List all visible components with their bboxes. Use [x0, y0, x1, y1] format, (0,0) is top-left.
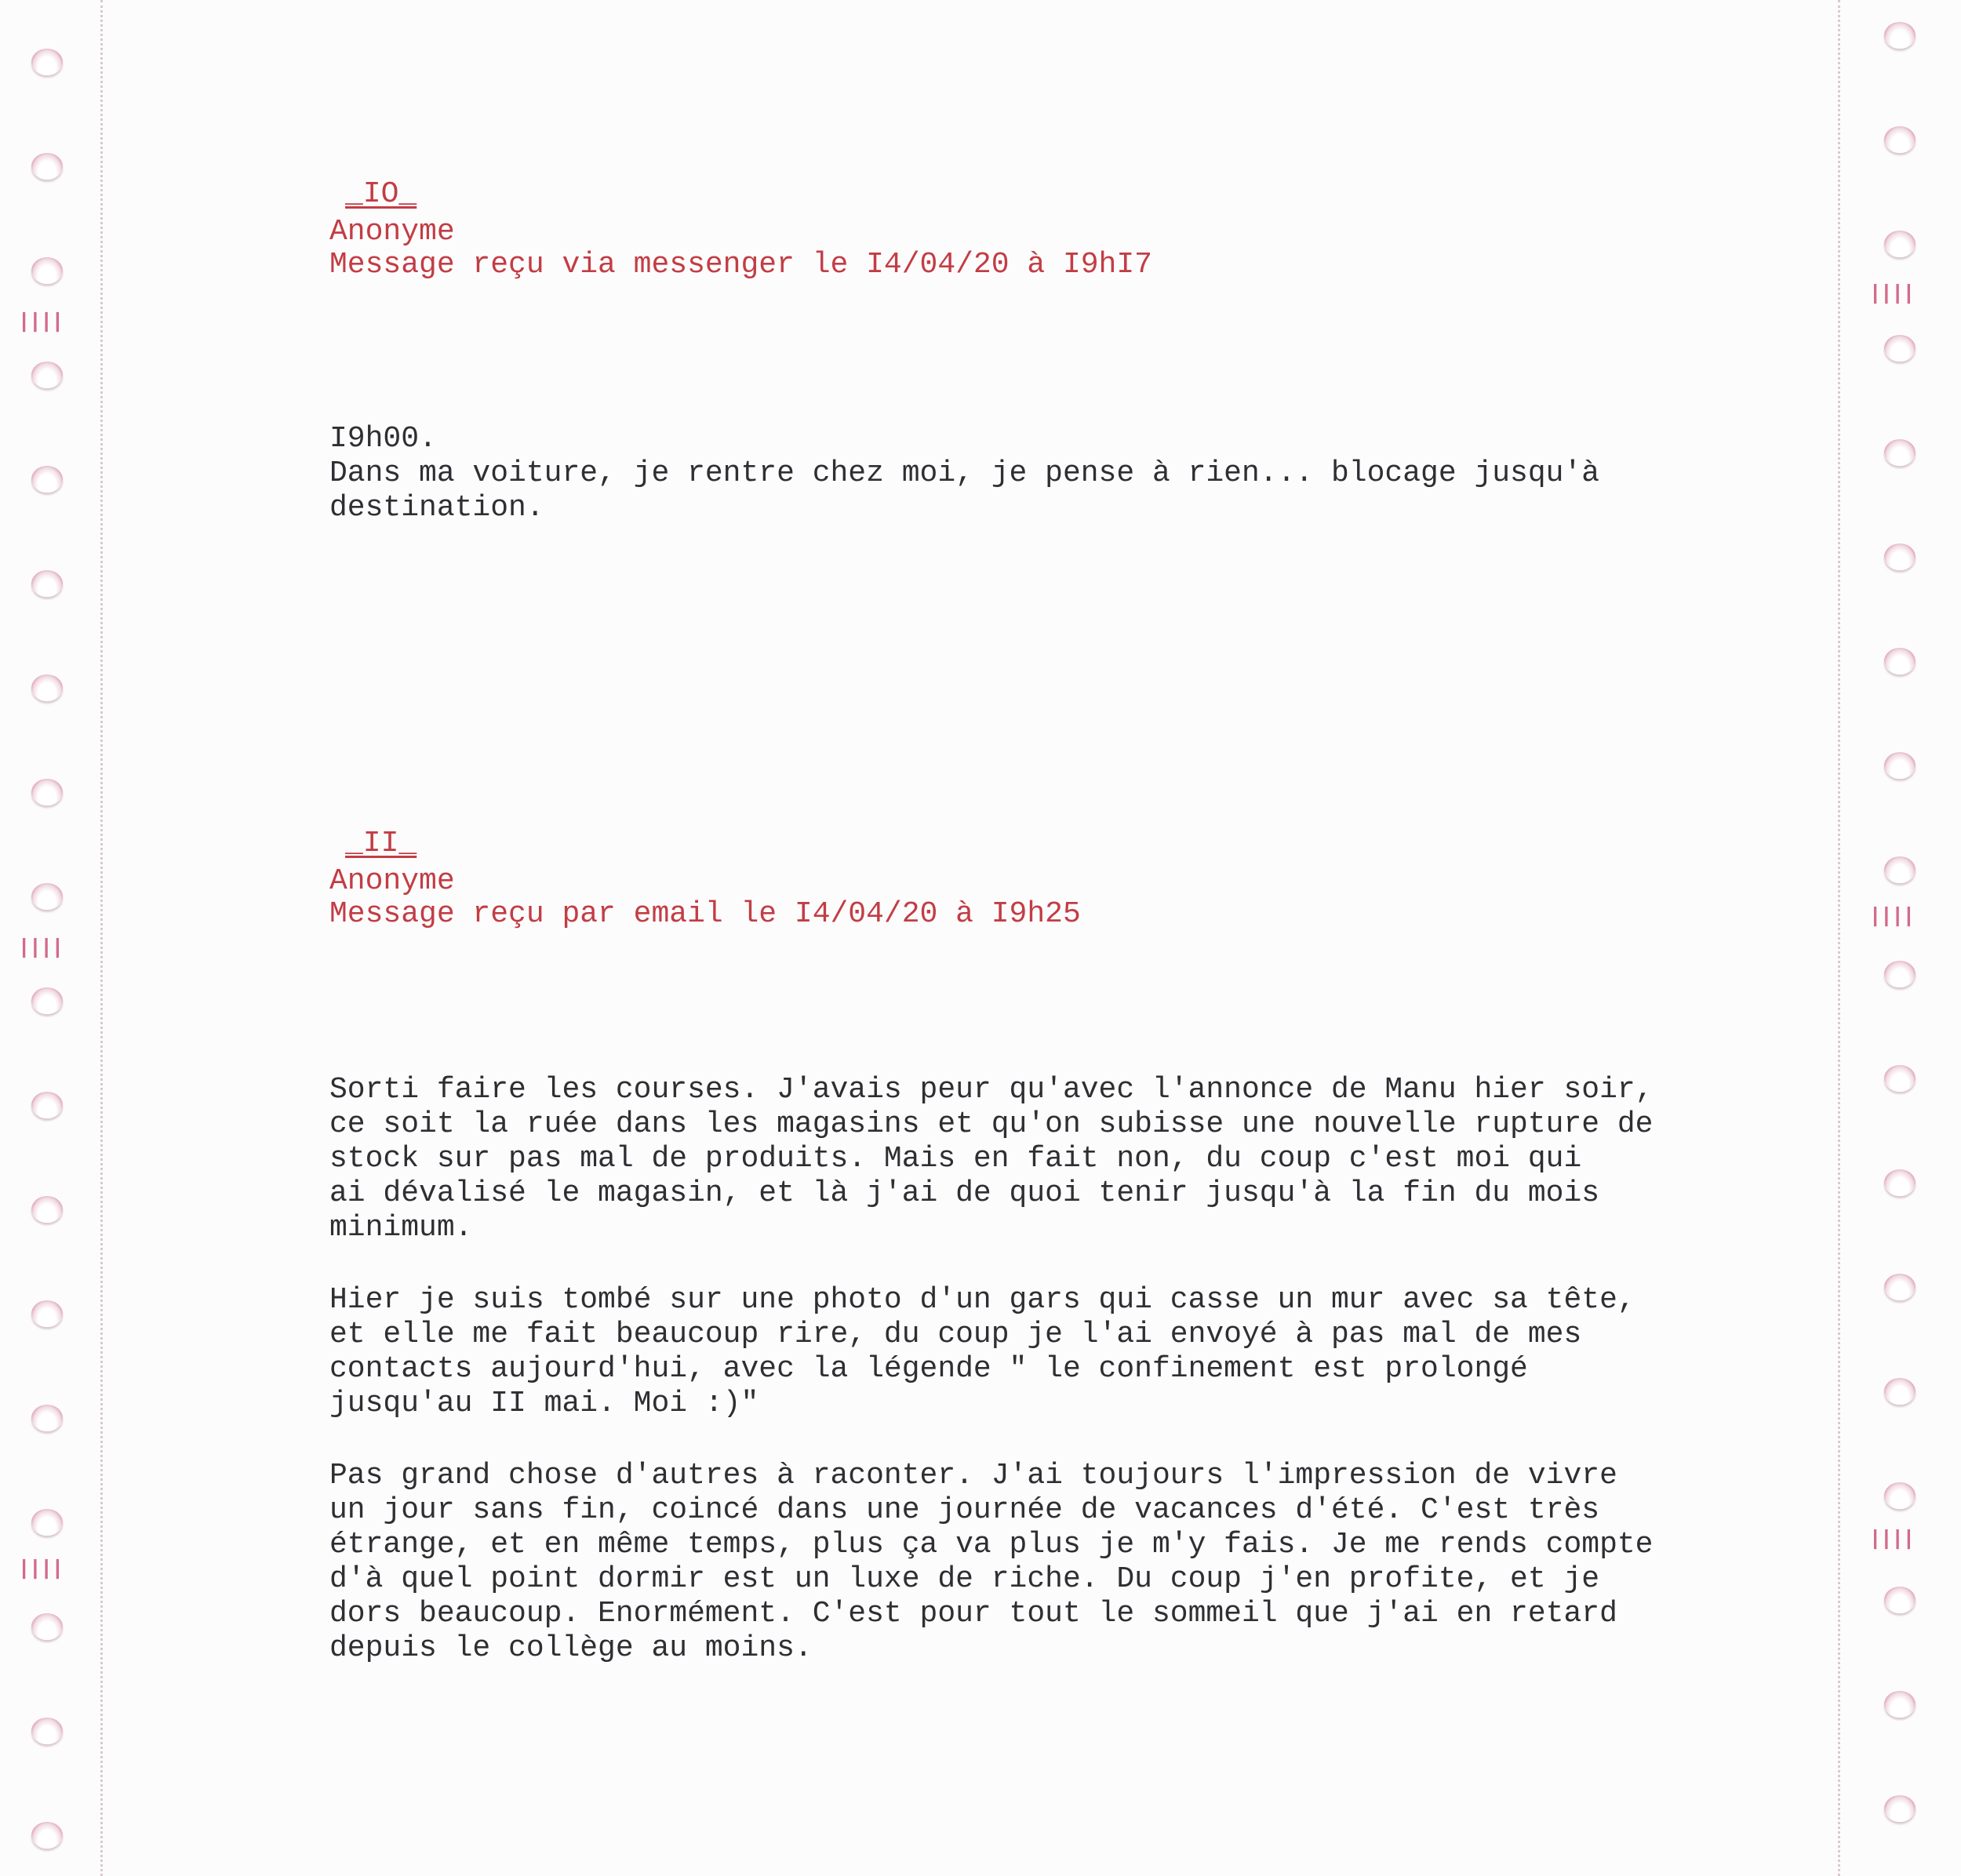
sprocket-hole: [1884, 231, 1916, 257]
sprocket-hole: [31, 49, 63, 75]
perforation-tick-marks: ❙❙❙❙: [19, 309, 64, 337]
sprocket-hole: [1884, 1587, 1916, 1613]
right-tractor-strip: [1851, 0, 1945, 1876]
entry-author: Anonyme: [329, 864, 455, 898]
perforation-tick-marks: ❙❙❙❙: [19, 1556, 64, 1584]
entry-body-line: et elle me fait beaucoup rire, du coup je l'ai envoyé à pas mal de mes: [329, 1318, 1582, 1351]
sprocket-hole: [31, 1613, 63, 1640]
sprocket-hole: [31, 987, 63, 1014]
sprocket-hole: [1884, 1065, 1916, 1092]
perforation-tick-marks: ❙❙❙❙: [1870, 281, 1915, 309]
sprocket-hole: [1884, 335, 1916, 362]
entry-body-line: dors beaucoup. Enormément. C'est pour tout le sommeil que j'ai en retard: [329, 1597, 1617, 1631]
entry-number: _II_: [345, 827, 417, 860]
entry-meta: Message reçu via messenger le I4/04/20 à I9hI7: [329, 248, 1152, 282]
sprocket-hole: [1884, 648, 1916, 674]
sprocket-hole: [31, 1405, 63, 1431]
entry-author: Anonyme: [329, 215, 455, 249]
sprocket-hole: [31, 257, 63, 284]
sprocket-hole: [1884, 1274, 1916, 1300]
entry-body-line: depuis le collège au moins.: [329, 1631, 813, 1665]
sprocket-hole: [31, 153, 63, 180]
sprocket-hole: [31, 674, 63, 701]
sprocket-hole: [1884, 961, 1916, 987]
sprocket-hole: [1884, 22, 1916, 49]
right-perforation-line: [1838, 0, 1840, 1876]
entry-body-line: destination.: [329, 491, 544, 525]
sprocket-hole: [1884, 1169, 1916, 1196]
sprocket-hole: [31, 1509, 63, 1536]
perforation-tick-marks: ❙❙❙❙: [1870, 1526, 1915, 1554]
sprocket-hole: [1884, 439, 1916, 466]
sprocket-hole: [31, 1718, 63, 1744]
entry-body-line: I9h00.: [329, 422, 437, 456]
entry-body-line: d'à quel point dormir est un luxe de riche. Du coup j'en profite, et je: [329, 1562, 1600, 1596]
sprocket-hole: [31, 1092, 63, 1118]
entry-meta: Message reçu par email le I4/04/20 à I9h25: [329, 897, 1081, 931]
sprocket-hole: [31, 883, 63, 910]
sprocket-hole: [1884, 856, 1916, 883]
left-perforation-line: [100, 0, 103, 1876]
entry-body-line: Dans ma voiture, je rentre chez moi, je pense à rien... blocage jusqu'à: [329, 456, 1600, 490]
sprocket-hole: [31, 362, 63, 388]
sprocket-hole: [31, 779, 63, 805]
entry-body-line: Hier je suis tombé sur une photo d'un gars qui casse un mur avec sa tête,: [329, 1283, 1635, 1317]
entry-body-line: minimum.: [329, 1211, 473, 1245]
sprocket-hole: [1884, 1378, 1916, 1405]
sprocket-hole: [1884, 1795, 1916, 1822]
sprocket-hole: [1884, 1482, 1916, 1509]
entry-body-line: étrange, et en même temps, plus ça va plus je m'y fais. Je me rends compte: [329, 1528, 1654, 1562]
sprocket-hole: [31, 1196, 63, 1223]
sprocket-hole: [1884, 126, 1916, 153]
sprocket-hole: [31, 1822, 63, 1849]
entry-body-line: Pas grand chose d'autres à raconter. J'ai toujours l'impression de vivre: [329, 1459, 1617, 1492]
entry-body-line: un jour sans fin, coincé dans une journée de vacances d'été. C'est très: [329, 1493, 1600, 1527]
entry-body-line: ce soit la ruée dans les magasins et qu'on subisse une nouvelle rupture de: [329, 1107, 1654, 1141]
sprocket-hole: [1884, 752, 1916, 779]
sprocket-hole: [31, 1300, 63, 1327]
sprocket-hole: [31, 570, 63, 597]
perforation-tick-marks: ❙❙❙❙: [19, 935, 64, 963]
entry-number: _IO_: [345, 177, 417, 211]
entry-body-line: ai dévalisé le magasin, et là j'ai de quoi tenir jusqu'à la fin du mois: [329, 1176, 1600, 1210]
entry-body-line: contacts aujourd'hui, avec la légende " le confinement est prolongé: [329, 1352, 1528, 1386]
sprocket-hole: [1884, 544, 1916, 570]
perforation-tick-marks: ❙❙❙❙: [1870, 903, 1915, 932]
sprocket-hole: [1884, 1691, 1916, 1718]
entry-body-line: jusqu'au II mai. Moi :)": [329, 1387, 759, 1420]
sprocket-hole: [31, 466, 63, 493]
entry-body-line: stock sur pas mal de produits. Mais en fait non, du coup c'est moi qui: [329, 1142, 1582, 1176]
left-tractor-strip: [0, 0, 94, 1876]
entry-body-line: Sorti faire les courses. J'avais peur qu'avec l'annonce de Manu hier soir,: [329, 1073, 1654, 1107]
